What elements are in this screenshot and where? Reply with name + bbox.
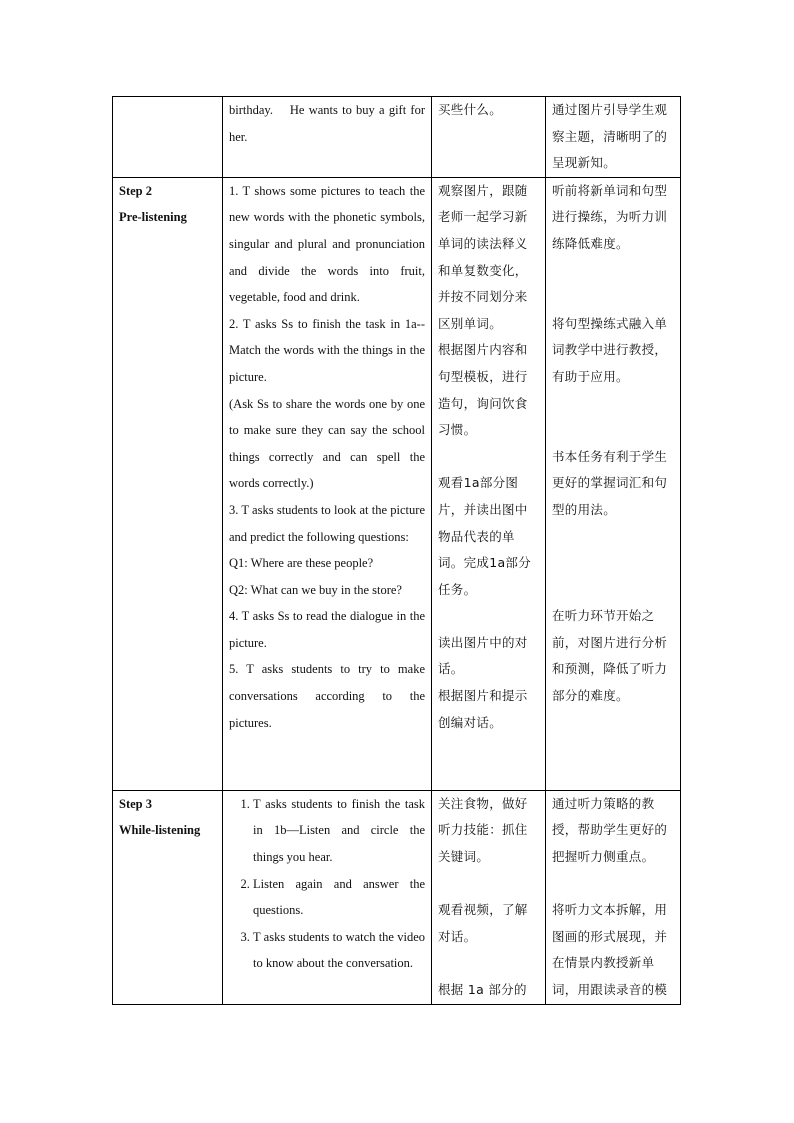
spacer [552,871,674,898]
table-row [113,790,681,1004]
activity-text: 根据图片内容和句型模板，进行造句，询问饮食习惯。 [438,342,528,438]
spacer [438,950,539,977]
purpose-text: 通过图片引导学生观察主题，清晰明了的呈现新知。 [552,102,668,171]
purpose-text: 听前将新单词和句型进行操练，为听力训练降低难度。 [552,182,668,251]
activity-text: 观看1a部分图片，并读出图中物品代表的单词。完成1a部分任务。 [438,475,532,597]
purpose-text: 将句型操练式融入单词教学中进行教授，有助于应用。 [552,315,668,384]
spacer [438,603,539,630]
purpose-text: 在听力环节开始之前，对图片进行分析和预测，降低了听力部分的难度。 [552,608,668,704]
step-cell [113,790,223,1004]
list-item: 1. T asks students to finish the task in 1b—Listen and circle the things you hear. [253,791,425,871]
procedure-text: birthday. He wants to buy a gift for her. [229,103,425,144]
procedure-cell [223,177,432,790]
table-row [113,177,681,790]
step-cell [113,97,223,178]
step-number: Step 3 [119,796,152,811]
activity-text: 根据 1a 部分的 [438,981,527,997]
activity-text: 关注食物，做好听力技能：抓住关键词。 [438,795,528,864]
list-item: 3. T asks students to watch the video to know about the conversation. [253,924,425,977]
procedure-text: 1. T shows some pictures to teach the new words with the phonetic symbols, singular and plural and pronunciation and divide the words into fruit, vegetable, food and drink. [229,183,425,305]
step-stage: Pre-listening [119,210,187,225]
spacer [552,577,674,604]
procedure-cell [223,790,432,1004]
procedure-text: 3. T asks students to look at the picture and predict the following questions: [229,502,425,544]
purpose-cell [546,790,681,1004]
step-cell [113,177,223,790]
activity-cell [432,790,546,1004]
activity-cell [432,97,546,178]
procedure-text: 2. T asks Ss to finish the task in 1a--Match the words with the things in the picture. [229,316,425,384]
spacer [552,417,674,444]
spacer [552,258,674,285]
purpose-text: 将听力文本拆解，用图画的形式展现，并在情景内教授新单词，用跟读录音的模 [552,902,668,997]
step-number: Step 2 [119,183,152,198]
procedure-cell [223,97,432,178]
spacer [438,444,539,471]
activity-text: 观看视频，了解对话。 [438,902,528,944]
lesson-plan-table [112,96,681,1005]
purpose-text: 通过听力策略的教授，帮助学生更好的把握听力侧重点。 [552,795,668,864]
table-row [113,97,681,178]
purpose-cell [546,177,681,790]
purpose-cell [546,97,681,178]
activity-text: 买些什么。 [438,102,503,117]
procedure-list [229,791,425,977]
activity-text: 读出图片中的对话。 [438,634,528,677]
activity-text: 根据图片和提示创编对话。 [438,688,528,730]
procedure-text: Q2: What can we buy in the store? [229,582,402,597]
procedure-text: (Ask Ss to share the words one by one to make sure they can say the school things correctly and can spell the words correctly.) [229,396,425,491]
step-stage: While-listening [119,823,201,838]
procedure-text: 5. T asks students to try to make conversations according to the pictures. [229,662,425,730]
procedure-text: Q1: Where are these people? [229,556,374,571]
spacer [552,524,674,577]
list-item: 2. Listen again and answer the questions. [253,871,425,924]
activity-text: 观察图片，跟随老师一起学习新单词的读法释义和单复数变化，并按不同划分来区别单词。 [438,182,528,331]
spacer [552,391,674,418]
purpose-text: 书本任务有利于学生更好的掌握词汇和句型的用法。 [552,448,668,517]
spacer [552,284,674,311]
activity-cell [432,177,546,790]
procedure-text: 4. T asks Ss to read the dialogue in the picture. [229,609,425,650]
spacer [438,871,539,898]
